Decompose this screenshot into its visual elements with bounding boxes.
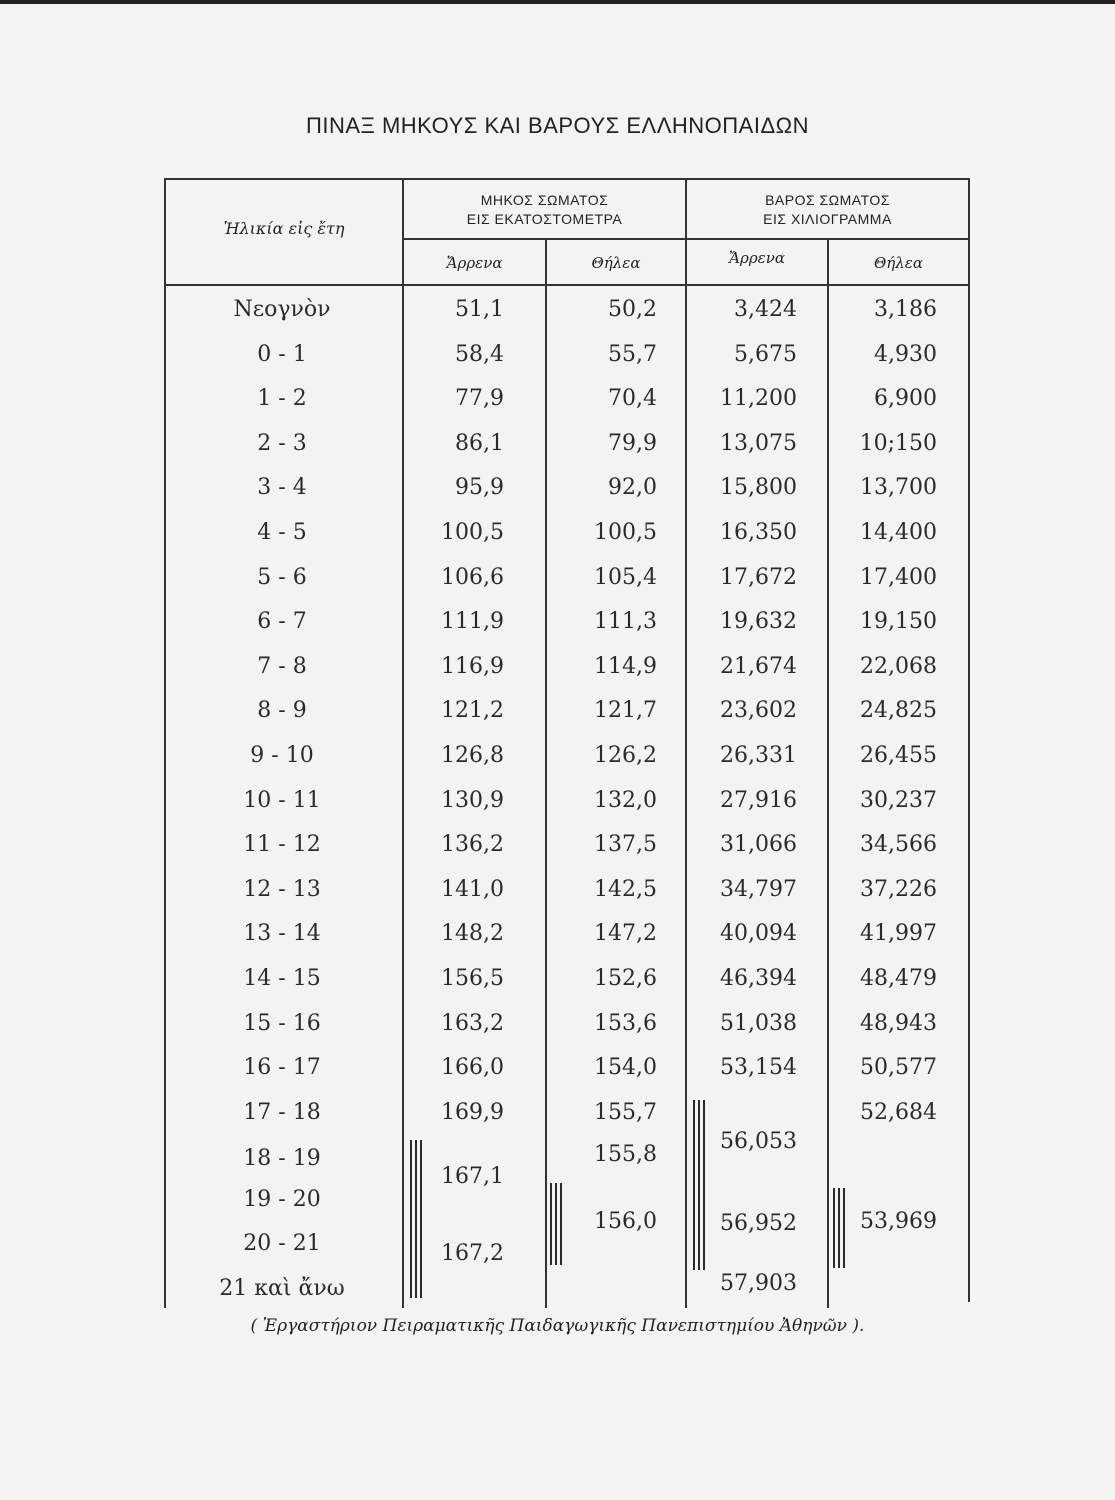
age-cell: 1 - 2 [257,386,307,411]
len-f-cell: 147,2 [594,921,657,946]
len-m-cell: 116,9 [441,654,504,679]
w-f-cell: 30,237 [860,788,937,813]
w-m-cell: 27,916 [720,788,797,813]
len-f-cell: 126,2 [594,743,657,768]
age-cell: 13 - 14 [243,921,321,946]
length-header-line1: ΜΗΚΟΣ ΣΩΜΑΤΟΣ [480,192,609,208]
age-cell: 7 - 8 [257,654,307,679]
w-m-cell: 5,675 [734,342,797,367]
w-f-cell: 19,150 [860,609,937,634]
len-m-cell: 86,1 [455,431,504,456]
length-males-header: Ἄρρενα [446,254,503,272]
len-f-cell: 114,9 [594,654,657,679]
weight-males-group-a: 56,053 [720,1129,797,1154]
w-m-cell: 46,394 [720,966,797,991]
w-m-cell: 53,154 [720,1055,797,1080]
age-cell: 5 - 6 [257,565,307,590]
w-f-cell: 50,577 [860,1055,937,1080]
w-m-cell: 23,602 [720,698,797,723]
len-f-cell: 154,0 [594,1055,657,1080]
age-cell: 10 - 11 [243,788,321,813]
w-m-cell: 3,424 [734,297,797,322]
age-cell: 16 - 17 [243,1055,321,1080]
age-cell: 14 - 15 [243,966,321,991]
age-cell: 0 - 1 [257,342,307,367]
len-f-cell: 137,5 [594,832,657,857]
w-f-cell: 41,997 [860,921,937,946]
len-f-cell: 92,0 [608,475,657,500]
age-cell: 2 - 3 [257,431,307,456]
age-cell: 4 - 5 [257,520,307,545]
length-females-group-a: 155,8 [594,1142,657,1167]
w-f-cell: 4,930 [874,342,937,367]
len-f-cell: 152,6 [594,966,657,991]
len-m-cell: 77,9 [455,386,504,411]
age-cell: Νεογνὸν [233,297,331,322]
w-m-cell: 34,797 [720,877,797,902]
age-cell: 15 - 16 [243,1011,321,1036]
w-f-cell: 13,700 [860,475,937,500]
weight-females-header: Θήλεα [874,254,923,272]
len-f-cell: 153,6 [594,1011,657,1036]
w-m-cell: 19,632 [720,609,797,634]
w-f-cell: 24,825 [860,698,937,723]
w-m-cell: 17,672 [720,565,797,590]
weight-males-group-b: 56,952 [720,1211,797,1236]
length-header-line2: ΕΙΣ ΕΚΑΤΟΣΤΟΜΕΤΡΑ [466,211,623,227]
w-m-cell: 16,350 [720,520,797,545]
len-m-cell: 136,2 [441,832,504,857]
weight-header-line1: ΒΑΡΟΣ ΣΩΜΑΤΟΣ [765,192,890,208]
age-cell: 12 - 13 [243,877,321,902]
len-m-cell: 156,5 [441,966,504,991]
w-f-cell: 26,455 [860,743,937,768]
w-f-cell: 6,900 [874,386,937,411]
w-f-cell: 34,566 [860,832,937,857]
len-m-cell: 169,9 [441,1100,504,1125]
w-f-cell: 14,400 [860,520,937,545]
len-m-cell: 51,1 [455,297,504,322]
w-m-cell: 21,674 [720,654,797,679]
age-cell: 17 - 18 [243,1100,321,1125]
len-f-cell: 132,0 [594,788,657,813]
tail-age-18-19: 18 - 19 [243,1146,321,1171]
len-f-cell: 111,3 [594,609,657,634]
age-cell: 6 - 7 [257,609,307,634]
weight-females-group-a: 53,969 [860,1209,937,1234]
len-f-cell: 55,7 [608,342,657,367]
len-m-cell: 126,8 [441,743,504,768]
length-females-group-b: 156,0 [594,1209,657,1234]
len-m-cell: 130,9 [441,788,504,813]
len-f-cell: 70,4 [608,386,657,411]
w-f-cell: 48,479 [860,966,937,991]
length-males-group-b: 167,2 [441,1241,504,1266]
w-m-cell: 26,331 [720,743,797,768]
len-m-cell: 148,2 [441,921,504,946]
tail-age-19-20: 19 - 20 [243,1187,321,1212]
age-cell: 9 - 10 [250,743,314,768]
weight-males-header: Ἄρρενα [729,249,785,267]
w-f-cell: 3,186 [874,297,937,322]
length-females-header: Θήλεα [591,254,641,272]
w-f-cell: 52,684 [860,1100,937,1125]
len-m-cell: 166,0 [441,1055,504,1080]
len-f-cell: 142,5 [594,877,657,902]
w-m-cell: 11,200 [720,386,797,411]
page-title: ΠΙΝΑΞ ΜΗΚΟΥΣ ΚΑΙ ΒΑΡΟΥΣ ΕΛΛΗΝΟΠΑΙΔΩΝ [305,113,809,138]
w-f-cell: 10;150 [859,431,937,456]
w-m-cell: 15,800 [720,475,797,500]
w-m-cell: 13,075 [720,431,797,456]
len-m-cell: 141,0 [441,877,504,902]
tail-age-20-21: 20 - 21 [243,1231,321,1256]
w-m-cell: 51,038 [720,1011,797,1036]
len-f-cell: 79,9 [608,431,657,456]
len-f-cell: 105,4 [594,565,657,590]
page-top-edge [0,0,1115,4]
age-cell: 11 - 12 [243,832,321,857]
len-m-cell: 58,4 [455,342,504,367]
w-f-cell: 17,400 [860,565,937,590]
w-m-cell: 40,094 [720,921,797,946]
w-m-cell: 31,066 [720,832,797,857]
weight-header-line2: ΕΙΣ ΧΙΛΙΟΓΡΑΜΜΑ [763,211,892,227]
len-f-cell: 155,7 [594,1100,657,1125]
tail-age-21-plus: 21 καὶ ἄνω [219,1276,345,1301]
age-cell: 3 - 4 [257,475,307,500]
source-footnote: ( Ἐργαστήριον Πειραματικῆς Παιδαγωγικῆς Πανεπιστημίου Ἀθηνῶν ). [250,1316,865,1336]
len-m-cell: 106,6 [441,565,504,590]
w-f-cell: 48,943 [860,1011,937,1036]
len-m-cell: 163,2 [441,1011,504,1036]
len-f-cell: 100,5 [594,520,657,545]
len-m-cell: 121,2 [441,698,504,723]
w-f-cell: 37,226 [860,877,937,902]
len-f-cell: 50,2 [608,297,657,322]
weight-males-group-c: 57,903 [720,1271,797,1296]
age-cell: 8 - 9 [257,698,307,723]
len-m-cell: 100,5 [441,520,504,545]
age-column-header: Ἡλικία εἰς ἔτη [223,219,345,238]
len-m-cell: 111,9 [441,609,504,634]
len-m-cell: 95,9 [455,475,504,500]
len-f-cell: 121,7 [594,698,657,723]
w-f-cell: 22,068 [860,654,937,679]
length-males-group-a: 167,1 [441,1164,504,1189]
